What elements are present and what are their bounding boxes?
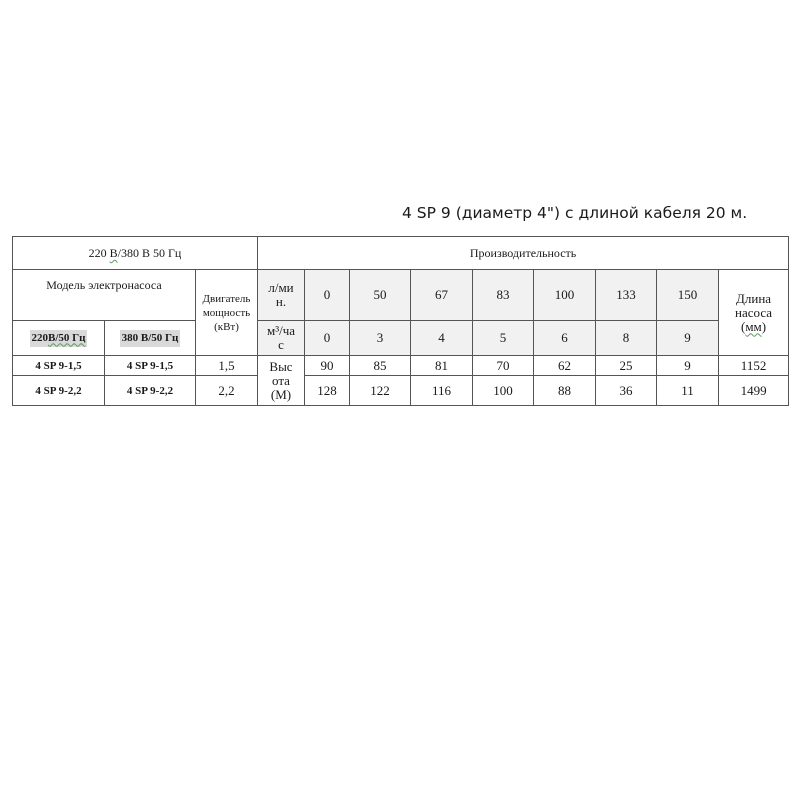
- voltage-header-part: 220: [88, 246, 110, 260]
- pump-spec-table: [12, 236, 789, 406]
- flow-lmin-cell: 67: [411, 270, 473, 321]
- motor-header-line: (кВт): [214, 320, 239, 333]
- length-header-line: (: [740, 318, 746, 334]
- flow-lmin-label: [258, 270, 305, 321]
- flow-m3h-cell: 4: [411, 321, 473, 356]
- head-cell: 122: [350, 376, 411, 406]
- model-380v-header-box: 380 В/50 Гц: [120, 330, 181, 347]
- motor-header-line: Двигатель: [202, 292, 251, 305]
- model-220v-header: [13, 321, 105, 356]
- table-row: [13, 376, 789, 406]
- flow-m3h-label-line: с: [278, 337, 284, 352]
- head-height-label-line: (М): [270, 386, 292, 402]
- head-height-label-line: ота: [272, 372, 290, 388]
- flow-m3h-label-line: м³/ча: [266, 323, 296, 338]
- flow-m3h-cell: 6: [534, 321, 596, 356]
- flow-m3h-row: [13, 321, 789, 356]
- page-title: 4 SP 9 (диаметр 4") с длиной кабеля 20 м.: [402, 204, 748, 222]
- model-220v-header-part: В/50 Гц: [48, 331, 86, 344]
- pump-length-header: [719, 270, 789, 356]
- flow-lmin-cell: 0: [305, 270, 350, 321]
- head-cell: 128: [305, 376, 350, 406]
- motor-power-cell: 1,5: [196, 356, 258, 376]
- motor-power-cell: 2,2: [196, 376, 258, 406]
- model-380v-cell: 4 SP 9-2,2: [105, 376, 196, 406]
- voltage-header-part: В: [109, 246, 118, 260]
- flow-m3h-label: [258, 321, 305, 356]
- flow-m3h-cell: 9: [657, 321, 719, 356]
- flow-lmin-cell: 50: [350, 270, 411, 321]
- flow-lmin-cell: 83: [473, 270, 534, 321]
- voltage-header: [13, 237, 258, 270]
- length-header-line: ): [761, 318, 767, 334]
- flow-lmin-cell: 100: [534, 270, 596, 321]
- model-220v-header-box: [30, 330, 88, 347]
- head-cell: 36: [596, 376, 657, 406]
- head-cell: 116: [411, 376, 473, 406]
- length-header-line: насоса: [735, 304, 773, 320]
- model-220v-cell: 4 SP 9-1,5: [13, 356, 105, 376]
- head-cell: 100: [473, 376, 534, 406]
- length-header-unit: мм: [745, 318, 762, 334]
- head-cell: 11: [657, 376, 719, 406]
- head-height-label: [258, 356, 305, 406]
- table-header-row: [13, 237, 789, 270]
- motor-header-line: мощность: [202, 306, 251, 319]
- head-cell: 88: [534, 376, 596, 406]
- model-header: Модель электронасоса: [13, 270, 196, 321]
- head-cell: 81: [411, 356, 473, 376]
- model-220v-header-part: 220: [31, 331, 48, 344]
- flow-lmin-cell: 133: [596, 270, 657, 321]
- head-cell: 85: [350, 356, 411, 376]
- length-header-line: Длина: [736, 290, 772, 306]
- motor-power-header: [196, 270, 258, 356]
- flow-lmin-label-line: н.: [275, 294, 287, 309]
- head-cell: 9: [657, 356, 719, 376]
- voltage-header-part: /380 В 50 Гц: [117, 246, 182, 260]
- head-height-label-line: Выс: [269, 358, 293, 374]
- flow-lmin-cell: 150: [657, 270, 719, 321]
- flow-lmin-row: [13, 270, 789, 321]
- pump-length-cell: 1152: [719, 356, 789, 376]
- table-row: [13, 356, 789, 376]
- performance-header: Производительность: [258, 237, 789, 270]
- flow-lmin-label-line: л/ми: [268, 280, 294, 295]
- head-cell: 70: [473, 356, 534, 376]
- model-220v-cell: 4 SP 9-2,2: [13, 376, 105, 406]
- flow-m3h-cell: 5: [473, 321, 534, 356]
- flow-m3h-cell: 3: [350, 321, 411, 356]
- flow-m3h-cell: 0: [305, 321, 350, 356]
- model-380v-header: [105, 321, 196, 356]
- pump-length-cell: 1499: [719, 376, 789, 406]
- head-cell: 25: [596, 356, 657, 376]
- head-cell: 90: [305, 356, 350, 376]
- flow-m3h-cell: 8: [596, 321, 657, 356]
- head-cell: 62: [534, 356, 596, 376]
- model-380v-cell: 4 SP 9-1,5: [105, 356, 196, 376]
